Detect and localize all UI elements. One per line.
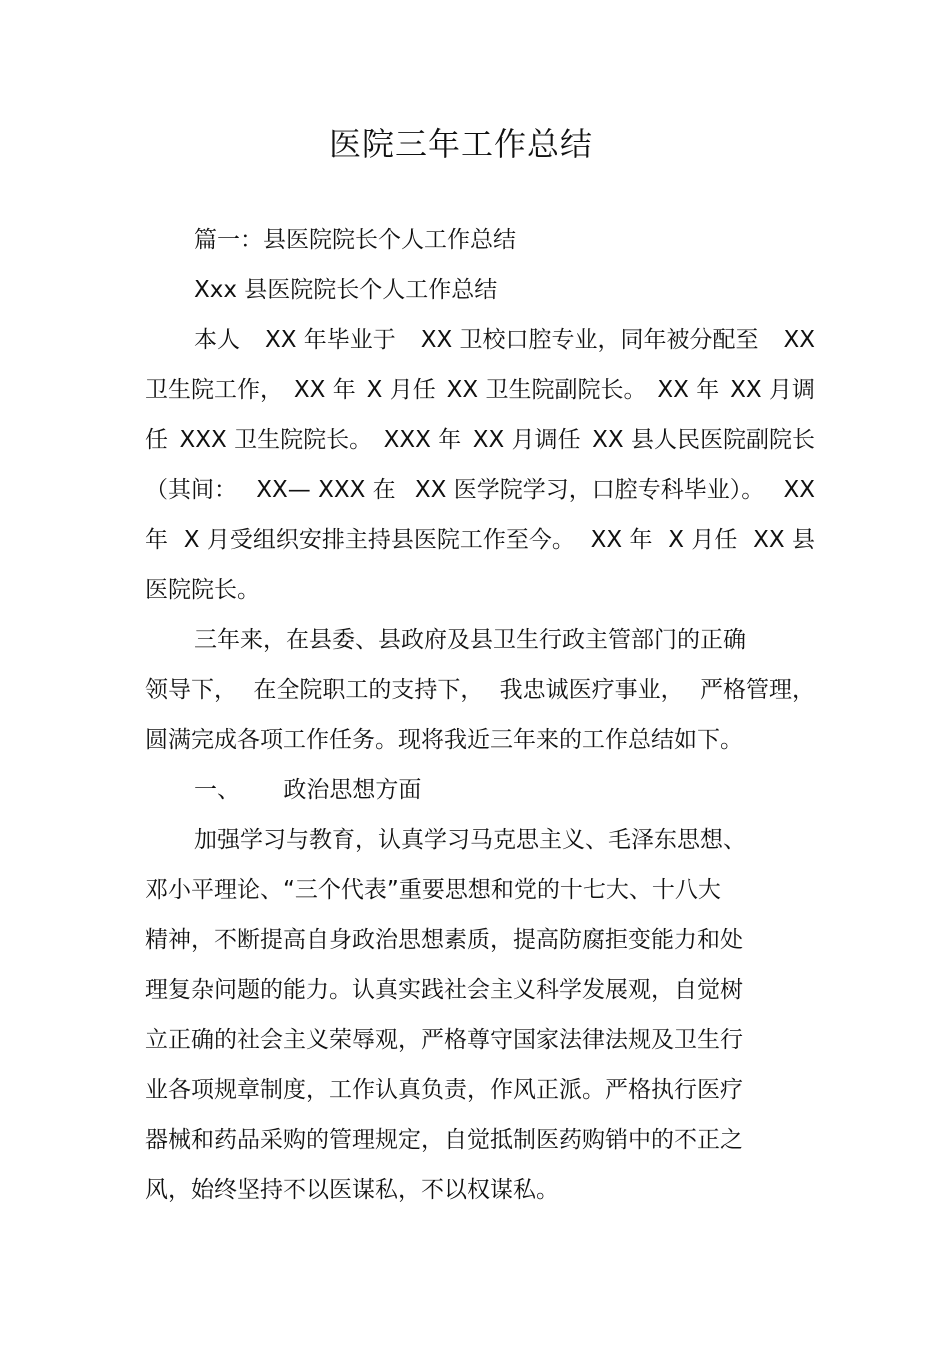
- text-segment: 领导下，: [145, 677, 237, 703]
- text-segment: 任: [145, 427, 168, 453]
- text-segment: 业各项规章制度，工作认真负责，作风正派。严格执行医疗: [145, 1077, 743, 1103]
- paragraph-line: [145, 423, 815, 457]
- text-segment: XX— XXX 在: [256, 477, 396, 503]
- text-segment: Xxx 县医院院长个人工作总结: [194, 277, 498, 303]
- text-segment: XX 医学院学习，口腔专科毕业）。: [414, 477, 765, 503]
- paragraph-line: [145, 923, 815, 957]
- section-number: 一、: [194, 777, 240, 803]
- paragraph-line: [194, 823, 815, 857]
- text-segment: XX: [783, 327, 815, 353]
- text-segment: 卫生院工作，: [145, 377, 283, 403]
- text-segment: XX 县: [753, 527, 815, 553]
- subtitle-line: [194, 273, 815, 307]
- text-segment: 圆满完成各项工作任务。现将我近三年来的工作总结如下。: [145, 727, 743, 753]
- text-segment: XX 月调: [730, 377, 815, 403]
- text-segment: 医院院长。: [145, 577, 260, 603]
- paragraph-line: [145, 523, 815, 557]
- paragraph-line: [145, 1173, 815, 1207]
- paragraph-line: [145, 973, 815, 1007]
- text-segment: XX 年: [293, 377, 356, 403]
- paragraph-line: [145, 673, 815, 707]
- text-segment: 年: [145, 527, 168, 553]
- text-segment: XX 县人民医院副院长: [592, 427, 815, 453]
- text-segment: XX 年: [657, 377, 720, 403]
- text-segment: 理复杂问题的能力。认真实践社会主义科学发展观，自觉树: [145, 977, 743, 1003]
- text-segment: 严格管理，: [699, 677, 815, 703]
- paragraph-line: [194, 623, 815, 657]
- section-title: 政治思想方面: [283, 777, 422, 803]
- paragraph-line: [145, 573, 815, 607]
- text-segment: 在全院职工的支持下，: [253, 677, 484, 703]
- text-segment: 风，始终坚持不以医谋私，不以权谋私。: [145, 1177, 559, 1203]
- text-segment: XX 卫校口腔专业，同年被分配至: [420, 327, 759, 353]
- paragraph-line: [145, 1123, 815, 1157]
- section-heading-part-one: [194, 223, 815, 257]
- text-segment: （其间：: [145, 477, 237, 503]
- paragraph-line: [145, 373, 815, 407]
- text-segment: X 月受组织安排主持县医院工作至今。: [183, 527, 575, 553]
- paragraph-line: [145, 1073, 815, 1107]
- paragraph-line: [194, 323, 815, 357]
- text-segment: 精神，不断提高自身政治思想素质，提高防腐拒变能力和处: [145, 927, 743, 953]
- paragraph-line: [145, 1023, 815, 1057]
- text-segment: XXX 卫生院院长。: [179, 427, 373, 453]
- paragraph-line: [145, 723, 815, 757]
- text-segment: 器械和药品采购的管理规定，自觉抵制医药购销中的不正之: [145, 1127, 743, 1153]
- text-segment: 立正确的社会主义荣辱观，严格尊守国家法律法规及卫生行: [145, 1027, 743, 1053]
- text-segment: 篇一：县医院院长个人工作总结: [194, 227, 516, 253]
- text-segment: XX 年: [590, 527, 653, 553]
- paragraph-line: [145, 873, 815, 907]
- text-segment: 加强学习与教育，认真学习马克思主义、毛泽东思想、: [194, 827, 746, 853]
- document-title: 医院三年工作总结: [328, 125, 593, 163]
- paragraph-line: [145, 473, 815, 507]
- text-segment: XX 年毕业于: [264, 327, 396, 353]
- text-segment: X 月任: [668, 527, 738, 553]
- text-segment: XXX 年: [383, 427, 462, 453]
- text-segment: XX 卫生院副院长。: [446, 377, 647, 403]
- section-heading-politics: [194, 773, 815, 807]
- text-segment: 我忠诚医疗事业，: [499, 677, 684, 703]
- text-segment: 三年来，在县委、县政府及县卫生行政主管部门的正确: [194, 627, 746, 653]
- text-segment: XX 月调任: [472, 427, 581, 453]
- text-segment: X 月任: [366, 377, 436, 403]
- text-segment: 本人: [194, 327, 240, 353]
- text-segment: 邓小平理论、“三个代表”重要思想和党的十七大、十八大: [145, 877, 721, 903]
- text-segment: XX: [783, 477, 815, 503]
